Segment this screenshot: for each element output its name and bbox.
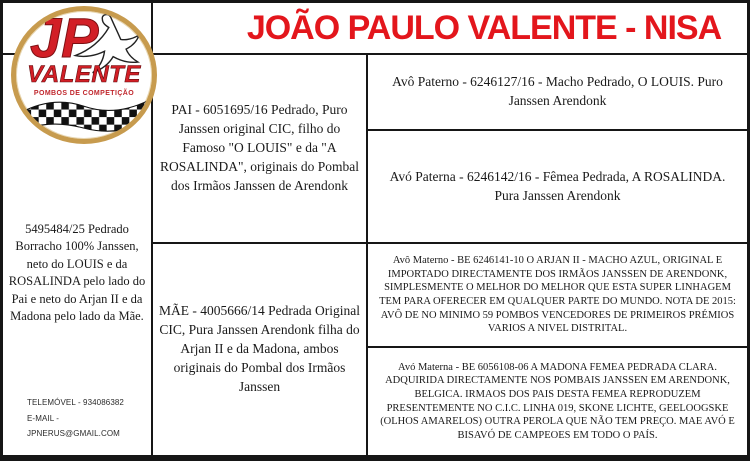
- logo-valente-wordmark: VALENTE: [27, 61, 141, 88]
- maternal-grandfather-cell: Avô Materno - BE 6246141-10 O ARJAN II - MACHO AZUL, ORIGINAL E IMPORTADO DIRECTAMENTE DOS IRMÃOS JANSSEN DE ARENDONK, SIMPLESMENTE O MELHOR DO MELHOR QUE ESTA SUPER LINHAGEM TEM PARA OFERECER EM QUALQUER PARTE DO MUNDO. NOTA DE 2015: AVÔ DE NO MINIMO 59 POMBOS VENCEDORES DE PRIMEIROS PRÉMIOS VARIOS A NIVEL DISTRITAL.: [379, 255, 736, 335]
- page-title: JOÃO PAULO VALENTE - NISA: [246, 8, 722, 47]
- paternal-grandmother-cell: Avó Paterna - 6246142/16 - Fêmea Pedrada, A ROSALINDA. Pura Janssen Arendonk: [389, 168, 726, 203]
- logo-jp-monogram: JP: [30, 6, 99, 69]
- logo-tagline: POMBOS DE COMPETIÇÃO: [33, 90, 135, 97]
- phone-line: TELEMÓVEL - 934086382: [27, 398, 124, 407]
- paternal-grandfather-cell: Avô Paterno - 6246127/16 - Macho Pedrado, O LOUIS. Puro Janssen Arendonk: [392, 74, 723, 108]
- email-line: E-MAIL - JPNERUS@GMAIL.COM: [27, 413, 120, 439]
- maternal-grandmother-cell: Avó Materna - BE 6056108-06 A MADONA FEMEA PEDRADA CLARA. ADQUIRIDA DIRECTAMENTE NOS POMBAIS JANSSEN EM ARENDONK, BELGICA. IRMAOS DOS PAIS DESTA FEMEA REPRODUZEM PRESENTEMENTE NO C.I.C. LINHA 019, SKONE LICHTE, GEELOOGSKE (OLHOS AMARELOS) OUTRA PEROLA QUE NÃO TEM PREÇO. MAE AVÓ E BISAVÓ DE CAMPEOES EM TODO O PAÍS.: [380, 361, 735, 441]
- subject-bird-description: 5495484/25 Pedrado Borracho 100% Janssen, neto do LOUIS e da ROSALINDA pelo lado do Pai e neto do Arjan II e da Madona pelo lado da Mãe.: [8, 221, 146, 323]
- father-cell: PAI - 6051695/16 Pedrado, Puro Janssen original CIC, filho do Famoso "O LOUIS" e da "A ROSALINDA", originais do Pombal dos Irmãos Janssen de Arendonk: [159, 102, 359, 193]
- mother-cell: MÃE - 4005666/14 Pedrada Original CIC, Pura Janssen Arendonk filha do Arjan II e da Madona, ambos originais do Pombal dos Irmãos Janssen: [159, 303, 360, 394]
- contact-block: [27, 395, 151, 442]
- checkered-flag-icon: [20, 100, 150, 131]
- loft-logo: [11, 6, 157, 144]
